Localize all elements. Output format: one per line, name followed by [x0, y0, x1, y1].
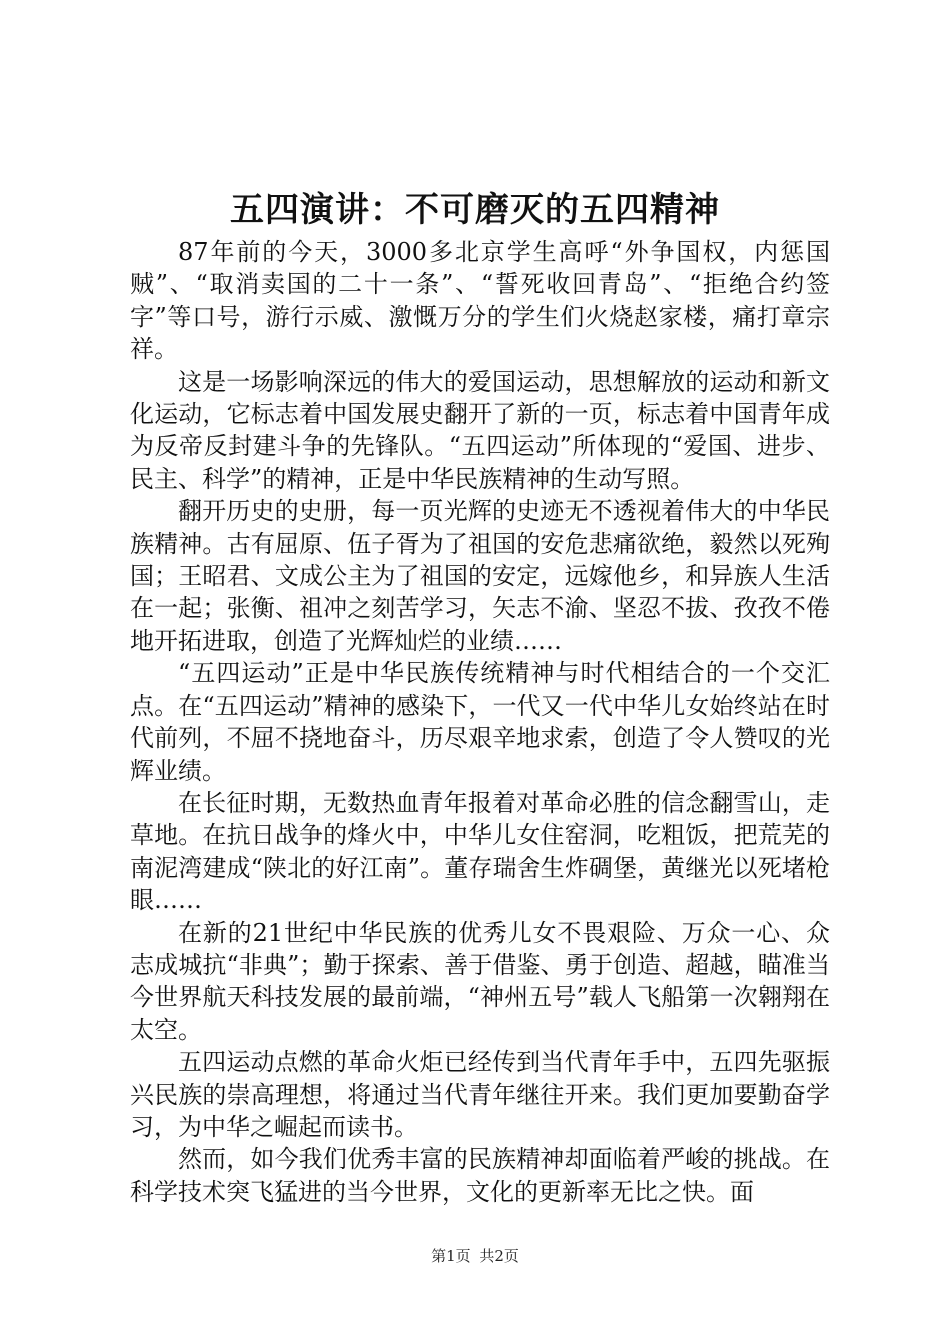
paragraph: 五四运动点燃的革命火炬已经传到当代青年手中，五四先驱振兴民族的崇高理想，将通过当代青年继往开来。我们更加要勤奋学习，为中华之崛起而读书。 — [130, 1048, 830, 1141]
paragraph: 翻开历史的史册，每一页光辉的史迹无不透视着伟大的中华民族精神。古有屈原、伍子胥为了祖国的安危悲痛欲绝，毅然以死殉国；王昭君、文成公主为了祖国的安定，远嫁他乡，和异族人生活在一起；张衡、祖冲之刻苦学习，矢志不渝、坚忍不拔、孜孜不倦地开拓进取，创造了光辉灿烂的业绩…… — [130, 497, 830, 655]
paragraph: 这是一场影响深远的伟大的爱国运动，思想解放的运动和新文化运动，它标志着中国发展史翻开了新的一页，标志着中国青年成为反帝反封建斗争的先锋队。“五四运动”所体现的“爱国、进步、民主、科学”的精神，正是中华民族精神的生动写照。 — [130, 367, 830, 493]
page-total: 共2页 — [479, 1247, 519, 1265]
document-body — [130, 236, 830, 1208]
page-number: 第1页 — [431, 1247, 471, 1265]
page-footer — [0, 1246, 950, 1266]
paragraph: 然而，如今我们优秀丰富的民族精神却面临着严峻的挑战。在科学技术突飞猛进的当今世界，文化的更新率无比之快。面 — [130, 1145, 830, 1206]
paragraph: “五四运动”正是中华民族传统精神与时代相结合的一个交汇点。在“五四运动”精神的感染下，一代又一代中华儿女始终站在时代前列，不屈不挠地奋斗，历尽艰辛地求索，创造了令人赞叹的光辉业绩。 — [130, 659, 830, 785]
page-title: 五四演讲：不可磨灭的五四精神 — [230, 190, 720, 230]
paragraph: 87年前的今天，3000多北京学生高呼“外争国权，内惩国贼”、“取消卖国的二十一条”、“誓死收回青岛”、“拒绝合约签字”等口号，游行示威、激慨万分的学生们火烧赵家楼，痛打章宗祥。 — [130, 238, 830, 364]
paragraph: 在新的21世纪中华民族的优秀儿女不畏艰险、万众一心、众志成城抗“非典”；勤于探索、善于借鉴、勇于创造、超越，瞄准当今世界航天科技发展的最前端，“神州五号”载人飞船第一次翱翔在太空。 — [130, 918, 830, 1044]
paragraph: 在长征时期，无数热血青年报着对革命必胜的信念翻雪山，走草地。在抗日战争的烽火中，中华儿女住窑洞，吃粗饭，把荒芜的南泥湾建成“陕北的好江南”。董存瑞舍生炸碉堡，黄继光以死堵枪眼…… — [130, 788, 830, 915]
